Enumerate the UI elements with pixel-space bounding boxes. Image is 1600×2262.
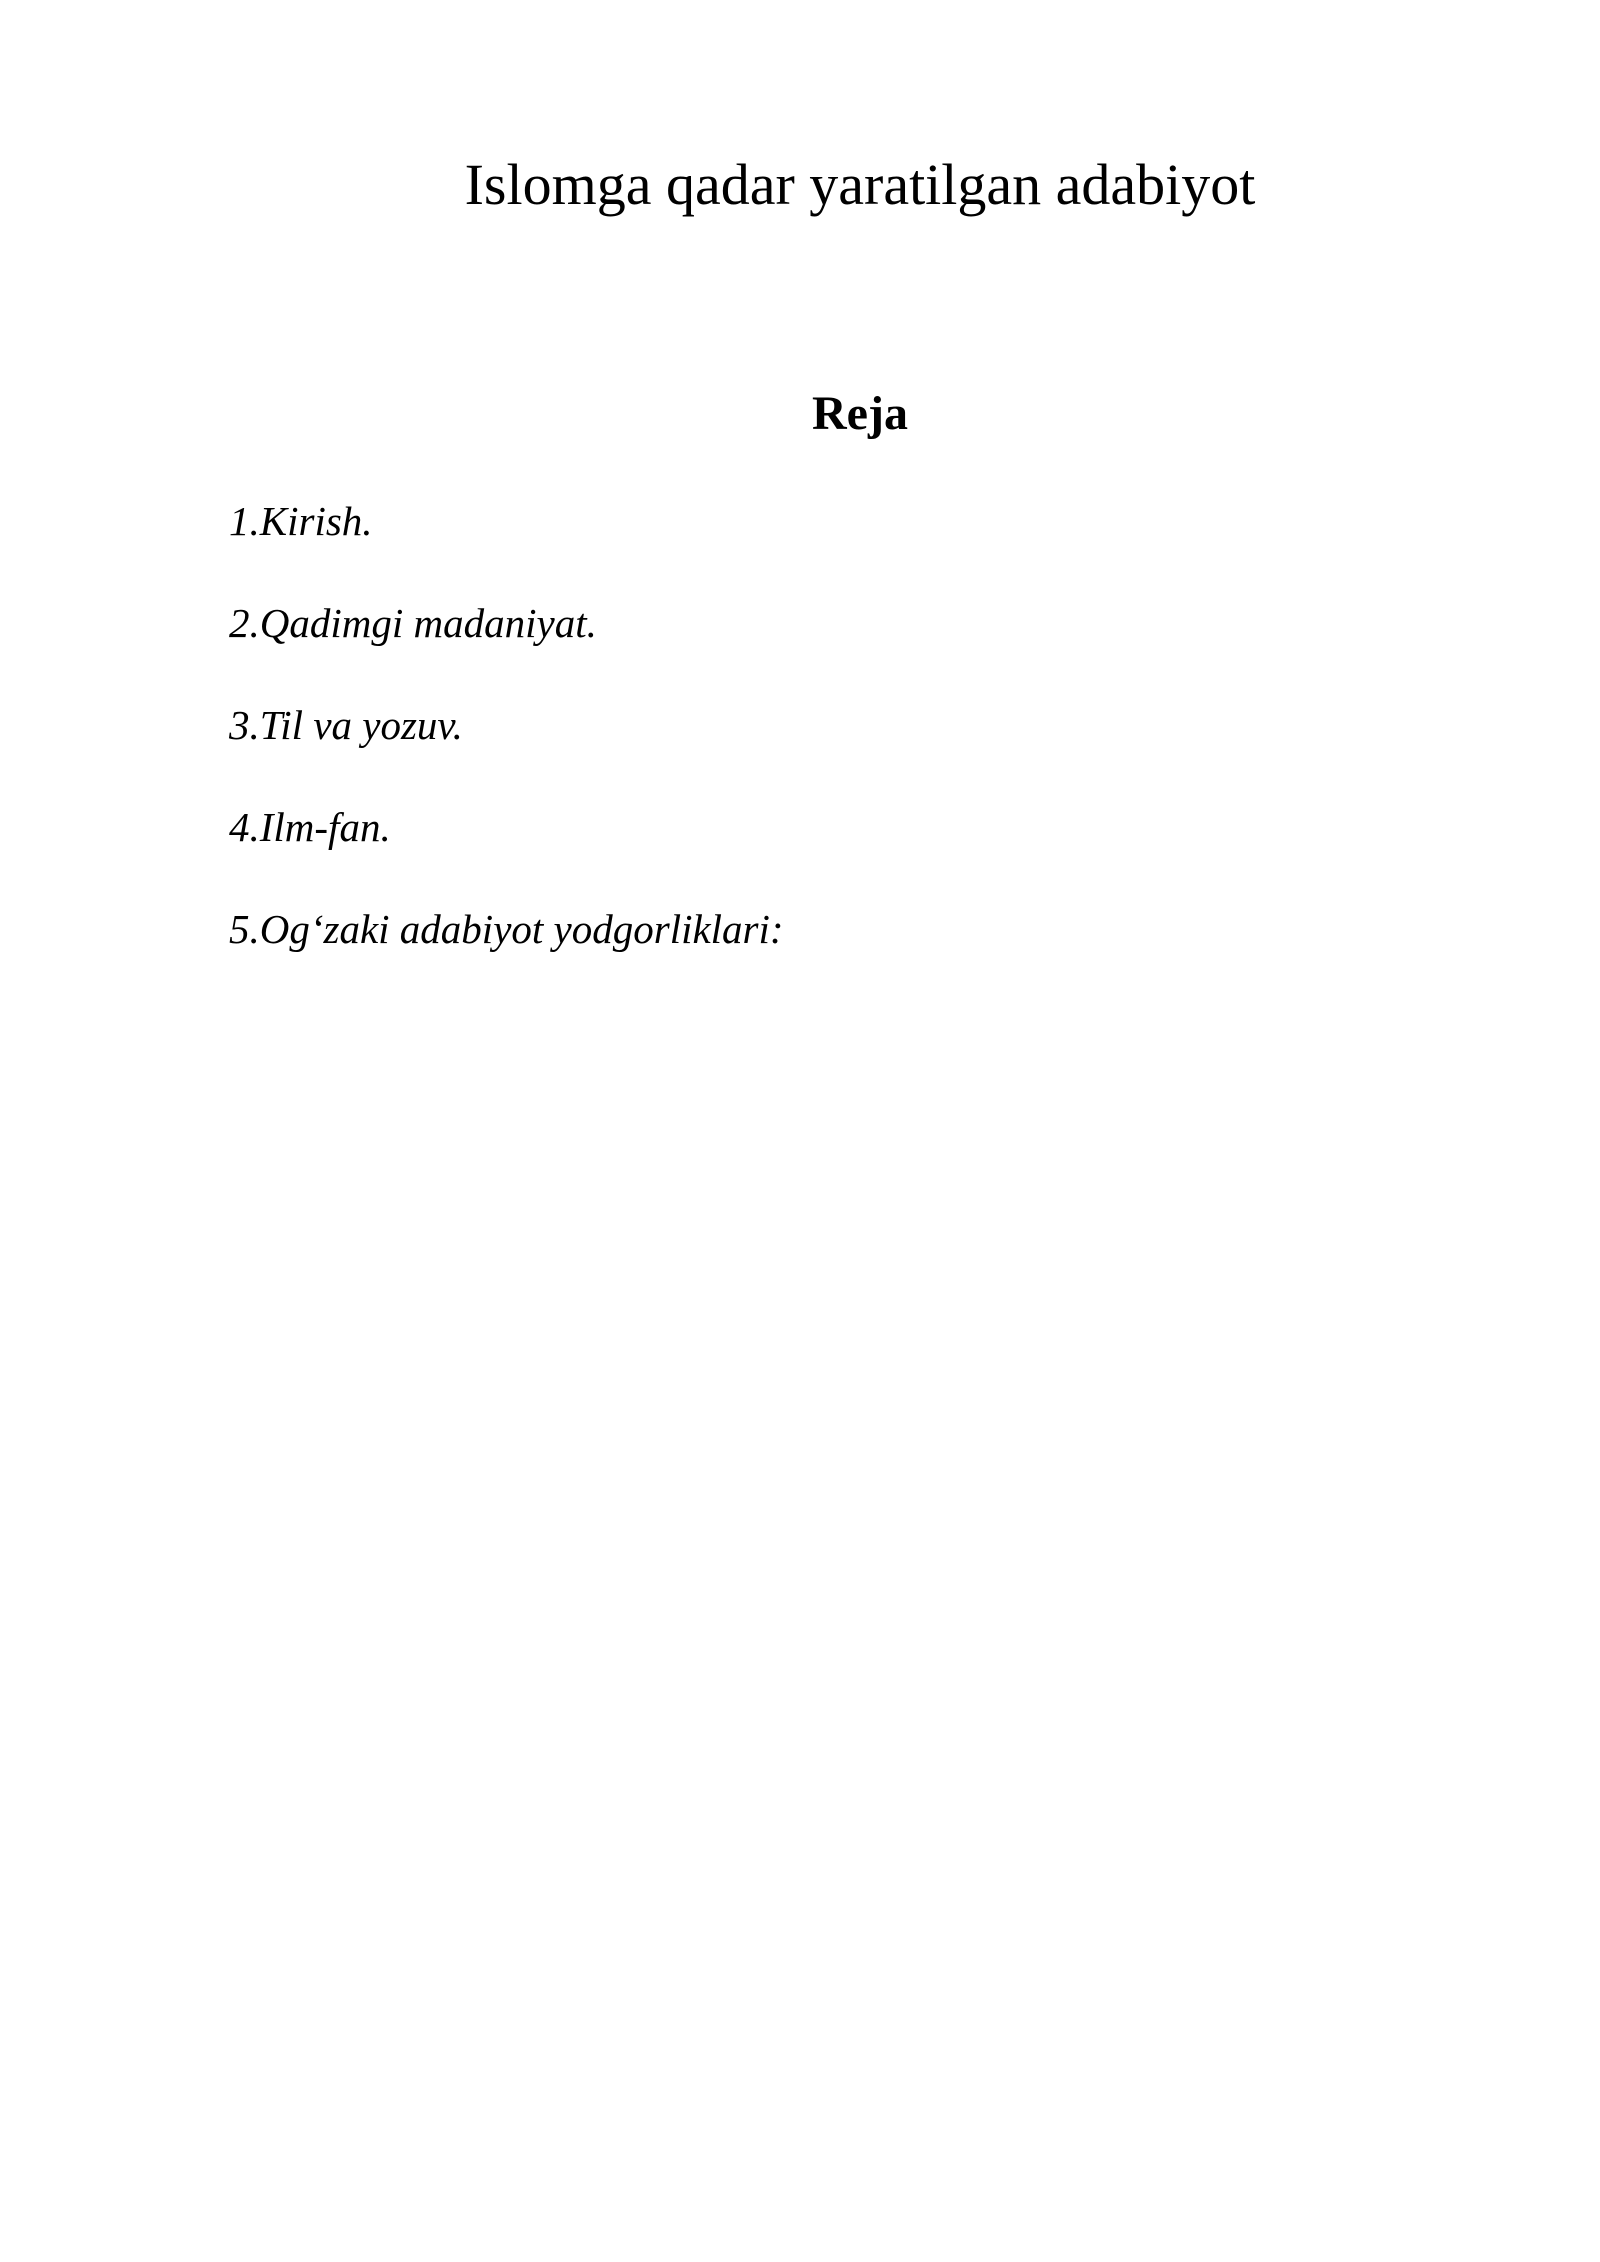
plan-item-language-and-writing: 3.Til va yozuv.: [229, 702, 463, 748]
document-title: Islomga qadar yaratilgan adabiyot: [464, 152, 1256, 217]
plan-item-introduction: 1.Kirish.: [229, 498, 373, 544]
plan-item-science: 4.Ilm-fan.: [229, 804, 391, 850]
plan-heading: Reja: [812, 387, 908, 440]
plan-item-oral-literature: 5.Og‘zaki adabiyot yodgorliklari:: [229, 906, 784, 952]
plan-list: [229, 498, 784, 1008]
plan-item-ancient-culture: 2.Qadimgi madaniyat.: [229, 600, 597, 646]
